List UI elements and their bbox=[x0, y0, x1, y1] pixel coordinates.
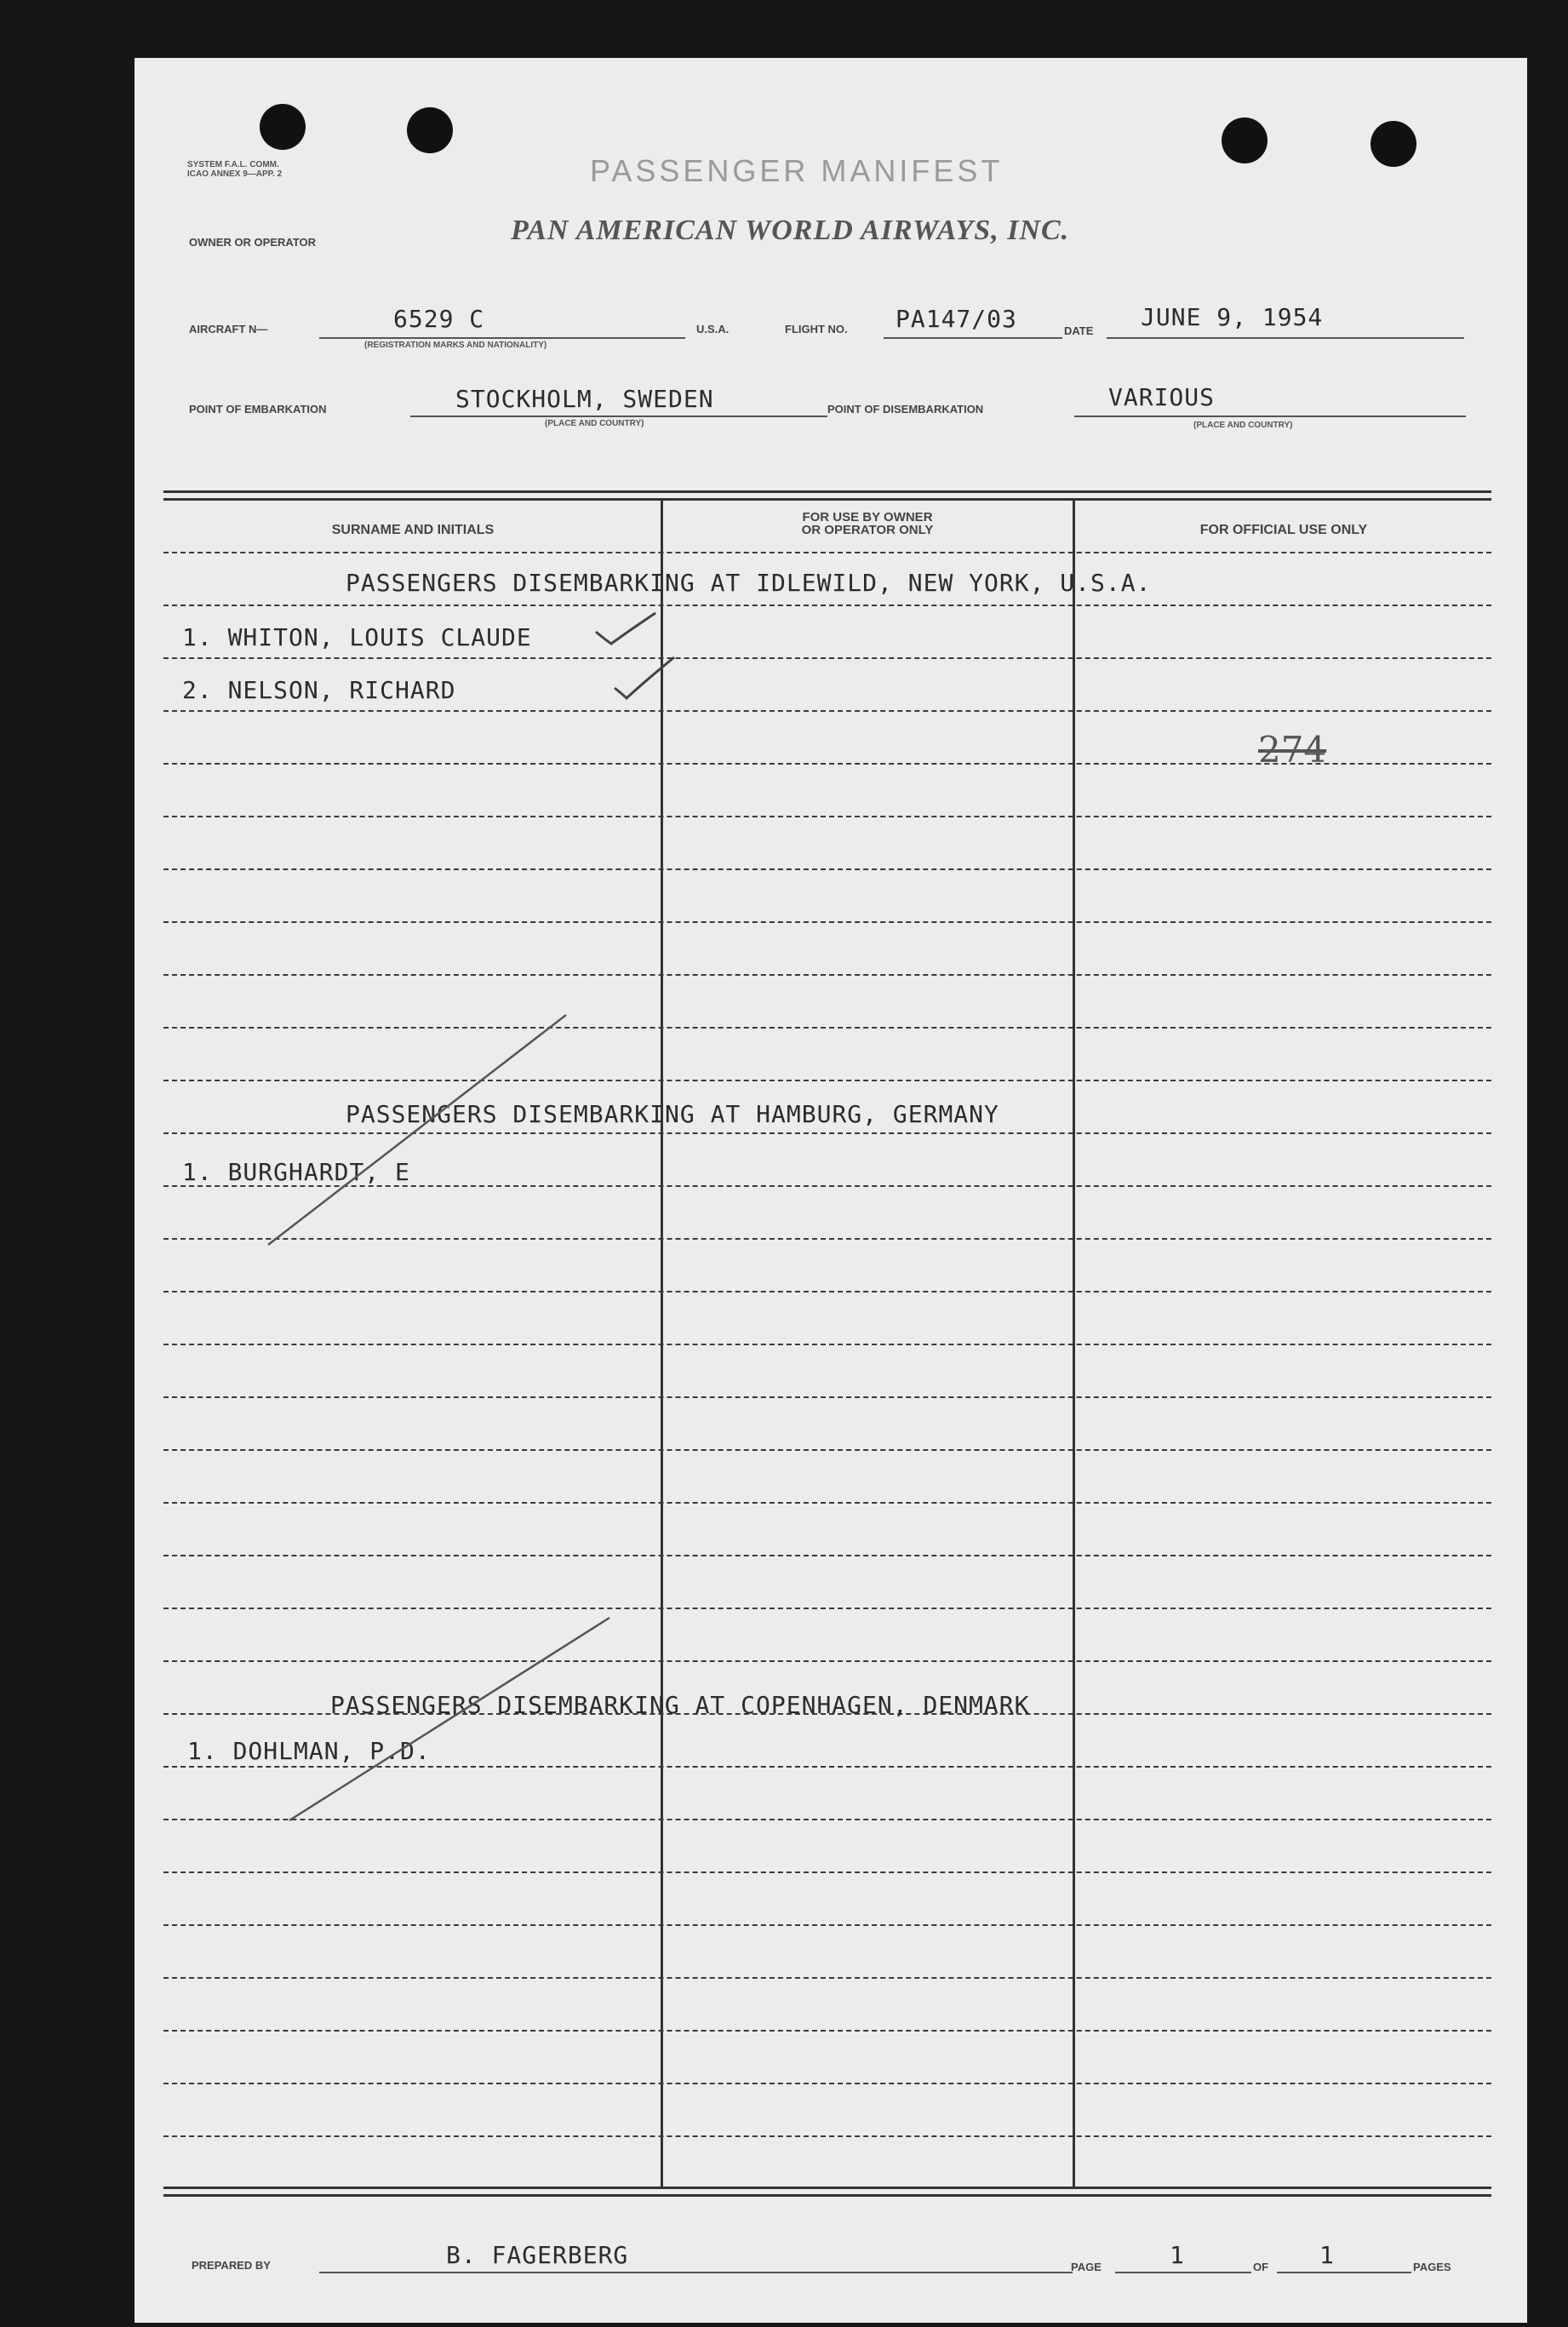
row-rule bbox=[163, 2083, 1491, 2084]
row-rule bbox=[163, 552, 1491, 553]
flight-label: FLIGHT NO. bbox=[785, 323, 848, 335]
airline-name: PAN AMERICAN WORLD AIRWAYS, INC. bbox=[511, 215, 1070, 246]
prepared-label: PREPARED BY bbox=[192, 2259, 271, 2272]
row-rule bbox=[163, 1924, 1491, 1926]
group-heading: PASSENGERS DISEMBARKING AT HAMBURG, GERMANY bbox=[346, 1100, 999, 1128]
row-rule bbox=[163, 1396, 1491, 1398]
row-rule bbox=[163, 657, 1491, 659]
disembark-line bbox=[1074, 416, 1466, 417]
aircraft-label: AIRCRAFT N— bbox=[189, 323, 268, 335]
of-line bbox=[1277, 2272, 1411, 2273]
registration-note: (REGISTRATION MARKS AND NATIONALITY) bbox=[364, 341, 547, 350]
flight-line bbox=[884, 337, 1062, 339]
prepared-line bbox=[319, 2272, 1073, 2273]
aircraft-value: 6529 C bbox=[393, 305, 485, 333]
row-rule bbox=[163, 2030, 1491, 2032]
punch-hole bbox=[1222, 117, 1268, 163]
page-value: 1 bbox=[1170, 2241, 1185, 2269]
prepared-value: B. FAGERBERG bbox=[446, 2241, 629, 2269]
row-rule bbox=[163, 974, 1491, 976]
row-rule bbox=[163, 1027, 1491, 1029]
row-rule bbox=[163, 1766, 1491, 1768]
disembark-value: VARIOUS bbox=[1108, 383, 1216, 411]
row-rule bbox=[163, 816, 1491, 817]
table-top-rule bbox=[163, 490, 1491, 501]
embark-label: POINT OF EMBARKATION bbox=[189, 403, 327, 416]
row-rule bbox=[163, 1080, 1491, 1081]
punch-hole bbox=[1371, 121, 1416, 167]
row-rule bbox=[163, 1871, 1491, 1873]
row-rule bbox=[163, 1660, 1491, 1662]
usa-label: U.S.A. bbox=[696, 323, 730, 335]
row-rule bbox=[163, 1291, 1491, 1292]
passenger-entry: 1. DOHLMAN, P.D. bbox=[187, 1737, 431, 1765]
disembark-note: (PLACE AND COUNTRY) bbox=[1193, 421, 1293, 430]
passenger-entry: 1. BURGHARDT, E bbox=[182, 1158, 410, 1186]
group-heading: PASSENGERS DISEMBARKING AT COPENHAGEN, DENMARK bbox=[330, 1691, 1030, 1719]
row-rule bbox=[163, 710, 1491, 712]
official-mark: 274 bbox=[1258, 729, 1327, 771]
system-note: SYSTEM F.A.L. COMM. ICAO ANNEX 9—APP. 2 bbox=[187, 160, 283, 179]
punch-hole bbox=[260, 104, 306, 150]
embark-note: (PLACE AND COUNTRY) bbox=[545, 419, 644, 428]
row-rule bbox=[163, 2135, 1491, 2137]
pages-label: PAGES bbox=[1413, 2261, 1451, 2273]
row-rule bbox=[163, 868, 1491, 870]
punch-hole bbox=[407, 107, 453, 153]
row-rule bbox=[163, 1608, 1491, 1609]
form-title: PASSENGER MANIFEST bbox=[590, 153, 1004, 188]
row-rule bbox=[163, 1132, 1491, 1134]
of-label: OF bbox=[1253, 2261, 1269, 2273]
row-rule bbox=[163, 1344, 1491, 1345]
manifest-sheet bbox=[134, 58, 1527, 2323]
date-label: DATE bbox=[1064, 324, 1094, 337]
row-rule bbox=[163, 1977, 1491, 1979]
embark-value: STOCKHOLM, SWEDEN bbox=[455, 385, 714, 413]
page-line bbox=[1115, 2272, 1251, 2273]
row-rule bbox=[163, 1819, 1491, 1820]
passenger-entry: 2. NELSON, RICHARD bbox=[182, 676, 456, 704]
passenger-entry: 1. WHITON, LOUIS CLAUDE bbox=[182, 623, 532, 651]
page-label: PAGE bbox=[1071, 2261, 1102, 2273]
row-rule bbox=[163, 1502, 1491, 1504]
aircraft-line bbox=[319, 337, 685, 339]
table-bottom-rule bbox=[163, 2187, 1491, 2197]
embark-line bbox=[410, 416, 827, 417]
disembark-label: POINT OF DISEMBARKATION bbox=[827, 403, 984, 416]
owner-column-header: FOR USE BY OWNER OR OPERATOR ONLY bbox=[801, 510, 934, 537]
of-value: 1 bbox=[1319, 2241, 1335, 2269]
row-rule bbox=[163, 605, 1491, 606]
surname-column-header: SURNAME AND INITIALS bbox=[331, 523, 495, 537]
group-heading: PASSENGERS DISEMBARKING AT IDLEWILD, NEW YORK, U.S.A. bbox=[346, 569, 1152, 597]
flight-value: PA147/03 bbox=[896, 305, 1017, 333]
official-column-header: FOR OFFICIAL USE ONLY bbox=[1199, 523, 1368, 537]
date-line bbox=[1107, 337, 1464, 339]
row-rule bbox=[163, 1555, 1491, 1556]
row-rule bbox=[163, 1449, 1491, 1451]
date-value: JUNE 9, 1954 bbox=[1141, 303, 1324, 331]
row-rule bbox=[163, 1238, 1491, 1240]
row-rule bbox=[163, 921, 1491, 923]
owner-label: OWNER OR OPERATOR bbox=[189, 236, 317, 249]
